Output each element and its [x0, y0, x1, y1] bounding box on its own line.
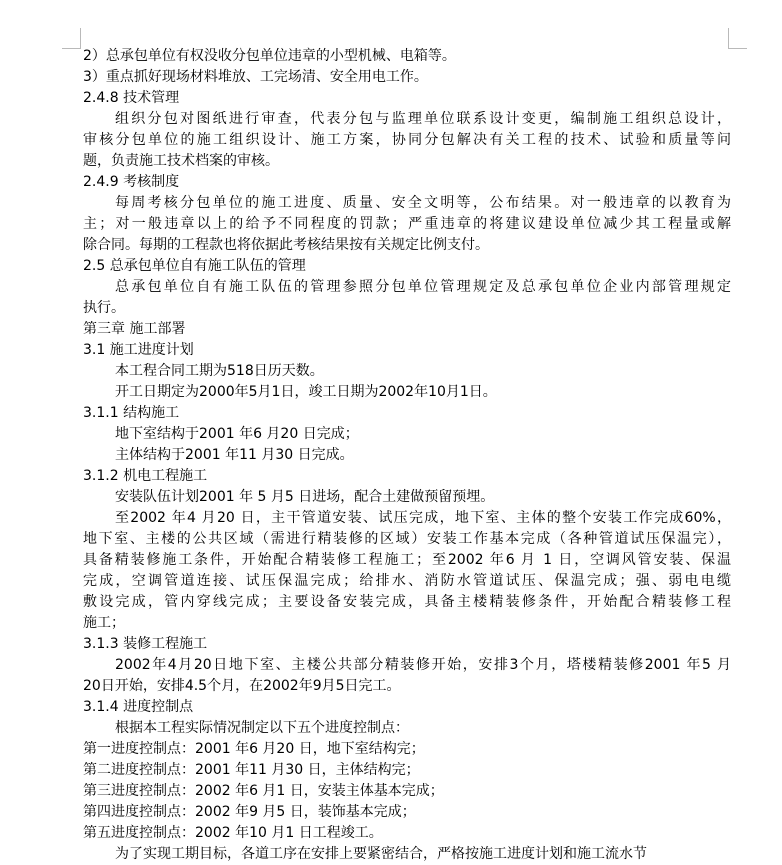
paragraph-line: 根据本工程实际情况制定以下五个进度控制点： — [115, 720, 409, 736]
section-heading: 3.1 施工进度计划 — [83, 342, 194, 358]
paragraph-line: 审核分包单位的施工组织设计、施工方案，协同分包解决有关工程的技术、试验和质量等问 — [83, 132, 731, 148]
page-corner-mark-top-left — [62, 28, 81, 49]
section-heading: 3.1.1 结构施工 — [83, 405, 180, 421]
section-heading: 3.1.4 进度控制点 — [83, 699, 194, 715]
paragraph-line: 至2002 年4 月20 日，主干管道安装、试压完成，地下室、主体的整个安装工作完成60%， — [115, 510, 731, 526]
paragraph-line: 组织分包对图纸进行审查，代表分包与监理单位联系设计变更，编制施工组织总设计， — [115, 111, 731, 127]
paragraph-line: 具备精装修施工条件，开始配合精装修工程施工；至2002 年6 月 1 日，空调风管安装、保温 — [83, 552, 731, 568]
section-heading: 3.1.3 装修工程施工 — [83, 636, 208, 652]
list-item: 第五进度控制点：2002 年10 月1 日工程竣工。 — [83, 825, 383, 841]
paragraph-line: 题，负责施工技术档案的审核。 — [83, 153, 279, 169]
paragraph-line: 地下室结构于2001 年6 月20 日完成； — [115, 426, 359, 442]
paragraph-line: 本工程合同工期为518日历天数。 — [115, 363, 324, 379]
document-body — [83, 46, 731, 865]
paragraph-line: 主；对一般违章以上的给予不同程度的罚款；严重违章的将建议建设单位减少其工程量或解 — [83, 216, 731, 232]
paragraph-line: 完成，空调管道连接、试压保温完成；给排水、消防水管道试压、保温完成；强、弱电电缆 — [83, 573, 731, 589]
paragraph-line: 敷设完成，管内穿线完成；主要设备安装完成，具备主楼精装修条件，开始配合精装修工程 — [83, 594, 731, 610]
paragraph-line: 施工； — [83, 615, 125, 631]
paragraph-line: 20日开始，安排4.5个月，在2002年9月5日完工。 — [83, 678, 401, 694]
paragraph-line: 安装队伍计划2001 年 5 月5 日进场，配合土建做预留预埋。 — [115, 489, 495, 505]
list-item: 第三进度控制点：2002 年6 月1 日，安装主体基本完成； — [83, 783, 444, 799]
paragraph-line: 地下室、主楼的公共区域（需进行精装修的区域）安装工作基本完成（各种管道试压保温完）， — [83, 531, 731, 547]
paragraph-line: 总承包单位自有施工队伍的管理参照分包单位管理规定及总承包单位企业内部管理规定 — [115, 279, 731, 295]
list-item: 第一进度控制点：2001 年6 月20 日，地下室结构完； — [83, 741, 425, 757]
paragraph-line: 为了实现工期目标，各道工序在安排上要紧密结合，严格按施工进度计划和施工流水节 — [115, 846, 647, 862]
paragraph-line: 2002年4月20日地下室、主楼公共部分精装修开始，安排3个月，塔楼精装修2001 年5 月 — [115, 657, 731, 673]
paragraph-line: 执行。 — [83, 300, 125, 316]
section-heading: 3.1.2 机电工程施工 — [83, 468, 208, 484]
paragraph-line: 主体结构于2001 年11 月30 日完成。 — [115, 447, 354, 463]
list-item: 第二进度控制点：2001 年11 月30 日，主体结构完； — [83, 762, 420, 778]
paragraph-line: 每周考核分包单位的施工进度、质量、安全文明等，公布结果。对一般违章的以教育为 — [115, 195, 731, 211]
paragraph-line: 开工日期定为2000年5月1日，竣工日期为2002年10月1日。 — [115, 384, 497, 400]
chapter-heading: 第三章 施工部署 — [83, 321, 186, 337]
list-item: 3）重点抓好现场材料堆放、工完场清、安全用电工作。 — [83, 69, 428, 85]
list-item: 2）总承包单位有权没收分包单位违章的小型机械、电箱等。 — [83, 48, 456, 64]
paragraph-line: 除合同。每期的工程款也将依据此考核结果按有关规定比例支付。 — [83, 237, 489, 253]
section-heading: 2.5 总承包单位自有施工队伍的管理 — [83, 258, 306, 274]
section-heading: 2.4.8 技术管理 — [83, 90, 180, 106]
section-heading: 2.4.9 考核制度 — [83, 174, 180, 190]
list-item: 第四进度控制点：2002 年9 月5 日，装饰基本完成； — [83, 804, 416, 820]
